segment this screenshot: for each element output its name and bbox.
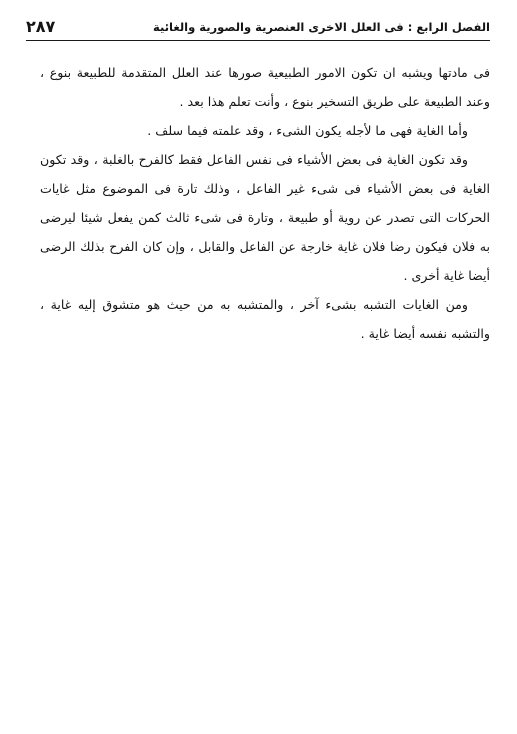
paragraph: ومن الغايات التشبه بشىء آخر ، والمتشبه به من حيث هو متشوق إليه غاية ، والتشبه نفسه أيضا غاية . (40, 297, 490, 341)
paragraph: وأما الغاية فهى ما لأجله يكون الشىء ، وقد علمته فيما سلف . (147, 123, 468, 138)
chapter-title: الفصل الرابع : فى العلل الاخرى العنصرية والصورية والغائية (153, 20, 490, 34)
header-divider (26, 40, 490, 41)
running-header (26, 16, 490, 42)
paragraph: وقد تكون الغاية فى بعض الأشياء فى نفس الفاعل فقط كالفرح بالغلبة ، وقد تكون الغاية فى بعض الأشياء فى شىء غير الفاعل ، وذلك تارة فى الموضوع مثل غايات الحركات التى تصدر عن روية أو طبيعة ، وتارة فى شىء ثالث كمن يفعل شيئا ليرضى به فلان فيكون رضا فلان غاية خارجة عن الفاعل والقابل ، وإن كان الفرح بذلك الرضى أيضا غاية أخرى . (40, 152, 490, 283)
page-number: ٢٨٧ (26, 17, 56, 36)
body-text (40, 58, 490, 348)
paragraph: فى مادتها ويشبه ان تكون الامور الطبيعية صورها عند العلل المتقدمة للطبيعة بنوع ، وعند الطبيعة على طريق التسخير بنوع ، وأنت تعلم هذا بعد . (40, 65, 490, 109)
